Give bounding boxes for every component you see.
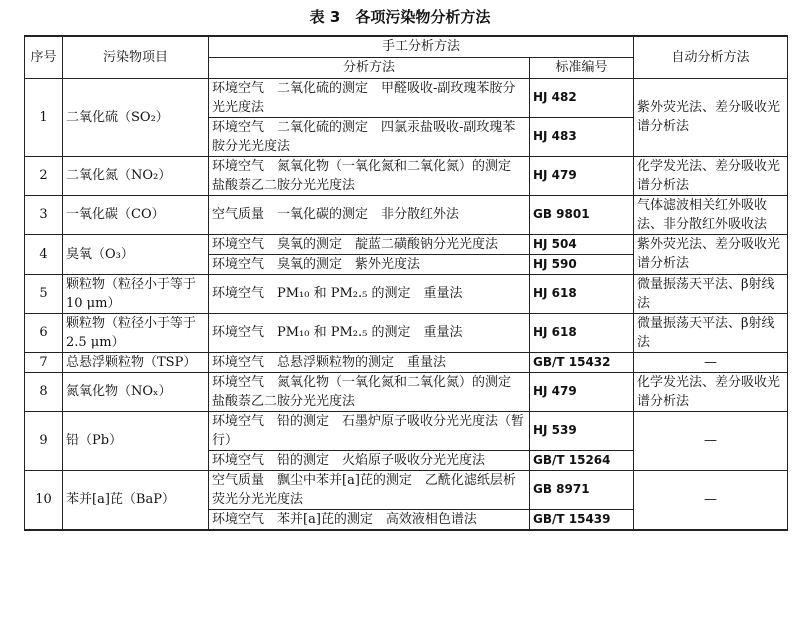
method-cell: 环境空气 总悬浮颗粒物的测定 重量法 [209, 352, 530, 372]
standard-cell: HJ 590 [530, 254, 634, 274]
standard-cell: GB/T 15432 [530, 352, 634, 372]
seq-cell: 6 [25, 313, 63, 352]
pollutant-item-cell: 臭氧（O₃） [63, 234, 209, 274]
pollutant-item-cell: 一氧化碳（CO） [63, 195, 209, 234]
method-cell: 空气质量 一氧化碳的测定 非分散红外法 [209, 195, 530, 234]
pollutant-item-cell: 二氧化氮（NO₂） [63, 156, 209, 195]
seq-cell: 7 [25, 352, 63, 372]
table-row [25, 274, 788, 313]
header-seq: 序号 [25, 36, 63, 78]
method-cell: 环境空气 铅的测定 石墨炉原子吸收分光光度法（暂行） [209, 411, 530, 450]
table-title: 表 3 各项污染物分析方法 [309, 8, 491, 26]
seq-cell: 10 [25, 470, 63, 530]
table-row [25, 195, 788, 234]
seq-cell: 2 [25, 156, 63, 195]
seq-cell: 8 [25, 372, 63, 411]
auto-method-cell: — [634, 470, 788, 530]
method-cell: 环境空气 PM₁₀ 和 PM₂.₅ 的测定 重量法 [209, 274, 530, 313]
method-cell: 环境空气 PM₁₀ 和 PM₂.₅ 的测定 重量法 [209, 313, 530, 352]
pollutant-item-cell: 铅（Pb） [63, 411, 209, 470]
standard-cell: HJ 618 [530, 313, 634, 352]
auto-method-cell: — [634, 352, 788, 372]
table-row [25, 372, 788, 411]
standard-cell: HJ 482 [530, 78, 634, 117]
header-item: 污染物项目 [63, 36, 209, 78]
table-row [25, 156, 788, 195]
header-auto: 自动分析方法 [634, 36, 788, 78]
table-row [25, 470, 788, 509]
header-method: 分析方法 [209, 57, 530, 78]
pollutant-item-cell: 二氧化硫（SO₂） [63, 78, 209, 156]
pollutant-item-cell: 总悬浮颗粒物（TSP） [63, 352, 209, 372]
pollutant-item-cell: 氮氧化物（NOₓ） [63, 372, 209, 411]
seq-cell: 1 [25, 78, 63, 156]
standard-cell: GB 8971 [530, 470, 634, 509]
pollutant-methods-table [24, 35, 788, 531]
table-body [25, 78, 788, 530]
standard-cell: HJ 479 [530, 156, 634, 195]
method-cell: 空气质量 飘尘中苯并[a]芘的测定 乙酰化滤纸层析荧光分光光度法 [209, 470, 530, 509]
method-cell: 环境空气 二氧化硫的测定 甲醛吸收-副玫瑰苯胺分光光度法 [209, 78, 530, 117]
table-row [25, 352, 788, 372]
auto-method-cell: 化学发光法、差分吸收光谱分析法 [634, 156, 788, 195]
auto-method-cell: — [634, 411, 788, 470]
method-cell: 环境空气 臭氧的测定 紫外光度法 [209, 254, 530, 274]
auto-method-cell: 微量振荡天平法、β射线法 [634, 313, 788, 352]
seq-cell: 3 [25, 195, 63, 234]
auto-method-cell: 气体滤波相关红外吸收法、非分散红外吸收法 [634, 195, 788, 234]
header-standard: 标准编号 [530, 57, 634, 78]
standard-cell: HJ 618 [530, 274, 634, 313]
standard-cell: GB/T 15439 [530, 509, 634, 530]
method-cell: 环境空气 氮氧化物（一氧化氮和二氧化氮）的测定 盐酸萘乙二胺分光光度法 [209, 372, 530, 411]
method-cell: 环境空气 臭氧的测定 靛蓝二磺酸钠分光光度法 [209, 234, 530, 254]
method-cell: 环境空气 二氧化硫的测定 四氯汞盐吸收-副玫瑰苯胺分光光度法 [209, 117, 530, 156]
seq-cell: 4 [25, 234, 63, 274]
standard-cell: GB/T 15264 [530, 450, 634, 470]
auto-method-cell: 紫外荧光法、差分吸收光谱分析法 [634, 234, 788, 274]
method-cell: 环境空气 氮氧化物（一氧化氮和二氧化氮）的测定 盐酸萘乙二胺分光光度法 [209, 156, 530, 195]
seq-cell: 9 [25, 411, 63, 470]
pollutant-item-cell: 苯并[a]芘（BaP） [63, 470, 209, 530]
auto-method-cell: 化学发光法、差分吸收光谱分析法 [634, 372, 788, 411]
standard-cell: HJ 504 [530, 234, 634, 254]
method-cell: 环境空气 铅的测定 火焰原子吸收分光光度法 [209, 450, 530, 470]
standard-cell: HJ 479 [530, 372, 634, 411]
pollutant-item-cell: 颗粒物（粒径小于等于10 μm） [63, 274, 209, 313]
standard-cell: HJ 539 [530, 411, 634, 450]
table-row [25, 234, 788, 254]
auto-method-cell: 微量振荡天平法、β射线法 [634, 274, 788, 313]
pollutant-item-cell: 颗粒物（粒径小于等于2.5 μm） [63, 313, 209, 352]
table-row [25, 313, 788, 352]
auto-method-cell: 紫外荧光法、差分吸收光谱分析法 [634, 78, 788, 156]
table-row [25, 411, 788, 450]
standard-cell: GB 9801 [530, 195, 634, 234]
standard-cell: HJ 483 [530, 117, 634, 156]
seq-cell: 5 [25, 274, 63, 313]
header-manual: 手工分析方法 [209, 36, 634, 57]
table-row [25, 78, 788, 117]
method-cell: 环境空气 苯并[a]芘的测定 高效液相色谱法 [209, 509, 530, 530]
